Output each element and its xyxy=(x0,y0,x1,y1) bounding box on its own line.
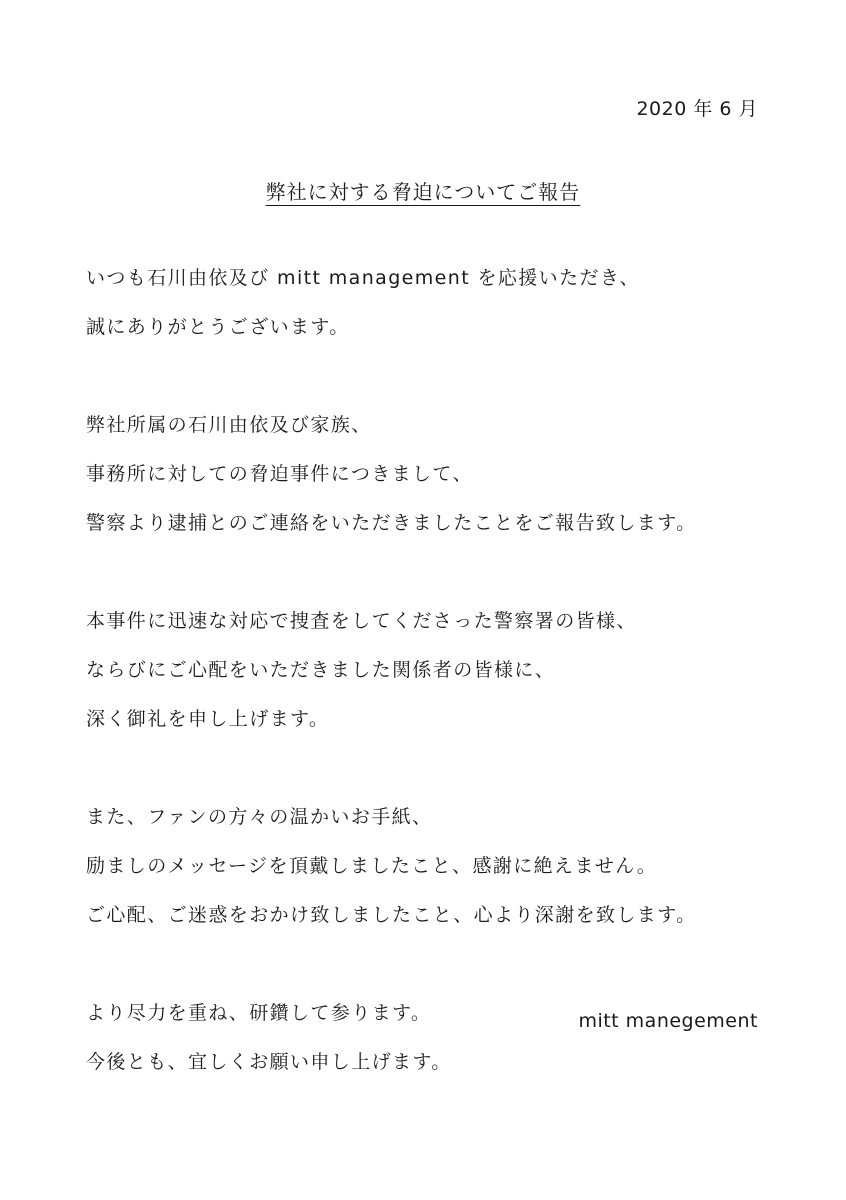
body-line: 深く御礼を申し上げます。 xyxy=(86,708,330,730)
document-body xyxy=(86,254,786,1136)
body-line: ならびにご心配をいただきました関係者の皆様に、 xyxy=(86,659,556,681)
body-line: いつも石川由依及び mitt management を応援いただき、 xyxy=(86,267,640,289)
body-line: 警察より逮捕とのご連絡をいただきましたことをご報告致します。 xyxy=(86,512,697,534)
body-line: 励ましのメッセージを頂戴しましたこと、感謝に絶えません。 xyxy=(86,855,658,877)
body-line: 今後とも、宜しくお願い申し上げます。 xyxy=(86,1051,452,1073)
body-line: 事務所に対しての脅迫事件につきまして、 xyxy=(86,463,473,485)
document-title xyxy=(0,176,846,205)
document-title-text: 弊社に対する脅迫についてご報告 xyxy=(265,180,581,204)
paragraph-thanks-police xyxy=(86,597,786,744)
paragraph-report xyxy=(86,401,786,548)
document-date: 2020 年 6 月 xyxy=(636,98,758,120)
body-line: より尽力を重ね、研鑽して参ります。 xyxy=(86,1002,432,1024)
paragraph-closing xyxy=(86,989,786,1087)
body-line: 誠にありがとうございます。 xyxy=(86,316,350,338)
body-line: ご心配、ご迷惑をおかけ致しましたこと、心より深謝を致します。 xyxy=(86,904,697,926)
paragraph-greeting xyxy=(86,254,786,352)
paragraph-thanks-fans xyxy=(86,793,786,940)
body-line: また、ファンの方々の温かいお手紙、 xyxy=(86,806,433,828)
body-line: 本事件に迅速な対応で捜査をしてくださった警察署の皆様、 xyxy=(86,610,637,632)
body-line: 弊社所属の石川由依及び家族、 xyxy=(86,414,372,436)
document-signature: mitt manegement xyxy=(578,1010,758,1032)
